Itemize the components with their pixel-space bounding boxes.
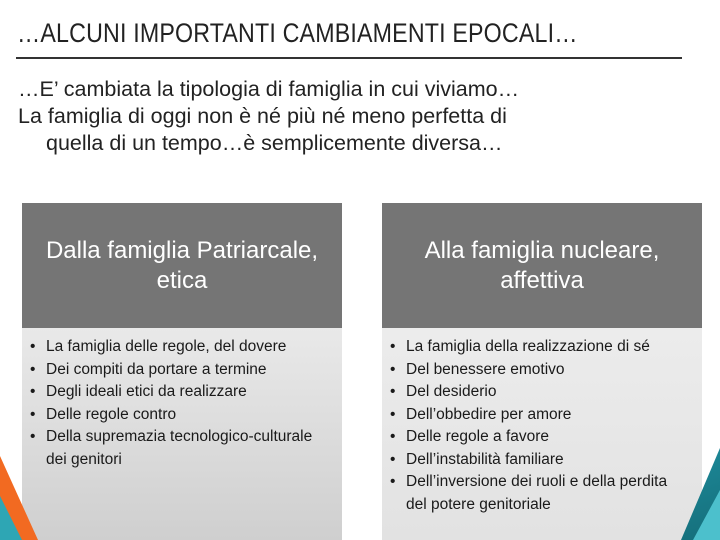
intro-line-3: quella di un tempo…è semplicemente diversa… [46, 131, 503, 155]
left-bullet-list [28, 336, 332, 471]
right-column-heading: Alla famiglia nucleare, affettiva [382, 203, 702, 328]
list-item: • Dell’inversione dei ruoli e della perdita del potere genitoriale [388, 471, 692, 516]
list-item: • Del benessere emotivo [388, 359, 692, 382]
left-column-heading: Dalla famiglia Patriarcale, etica [22, 203, 342, 328]
intro-text [18, 76, 708, 157]
intro-line-2: La famiglia di oggi non è né più né meno perfetta di [18, 104, 507, 128]
left-column-body [22, 328, 342, 540]
list-item: • Della supremazia tecnologico-culturale dei genitori [28, 426, 332, 471]
list-item: • Dell’instabilità familiare [388, 449, 692, 472]
list-item: • La famiglia delle regole, del dovere [28, 336, 332, 359]
list-item: • Dei compiti da portare a termine [28, 359, 332, 382]
right-column-body [382, 328, 702, 540]
list-item: • Del desiderio [388, 381, 692, 404]
title-underline [16, 57, 682, 59]
list-item: • Delle regole a favore [388, 426, 692, 449]
right-bullet-list [388, 336, 692, 516]
intro-line-1: …E’ cambiata la tipologia di famiglia in cui viviamo… [18, 77, 520, 101]
slide-title: …ALCUNI IMPORTANTI CAMBIAMENTI EPOCALI… [17, 18, 578, 48]
left-column [22, 203, 342, 540]
teal-corner-shape [0, 496, 22, 540]
list-item: • Delle regole contro [28, 404, 332, 427]
right-column [382, 203, 702, 540]
list-item: • La famiglia della realizzazione di sé [388, 336, 692, 359]
list-item: • Degli ideali etici da realizzare [28, 381, 332, 404]
list-item: • Dell’obbedire per amore [388, 404, 692, 427]
